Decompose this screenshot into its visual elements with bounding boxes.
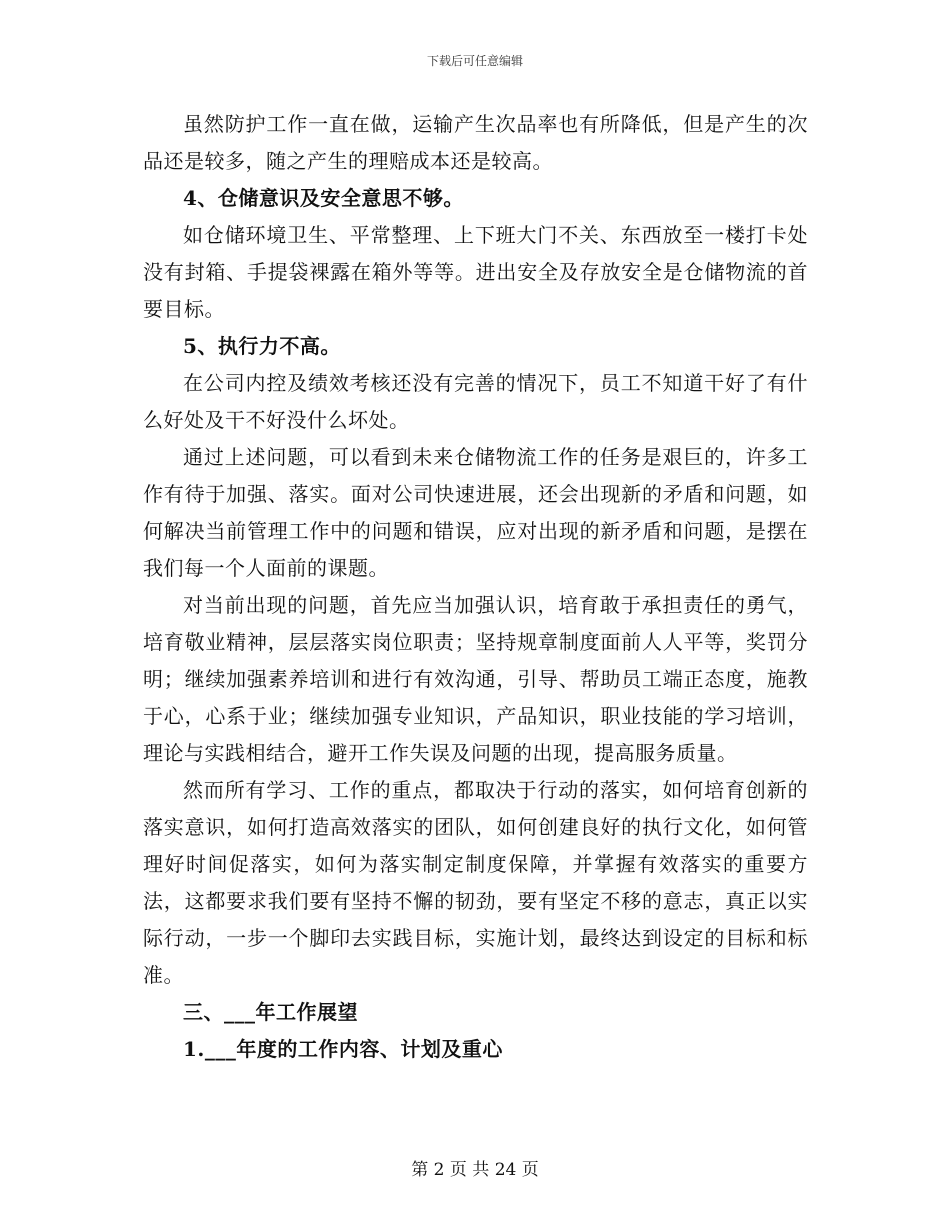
paragraph-implementation: 然而所有学习、工作的重点，都取决于行动的落实，如何培育创新的落实意识，如何打造高效落实的团队，如何创建良好的执行文化，如何管理好时间促落实，如何为落实制定制度保障，并掌握有效落实的重要方法，这都要求我们要有坚持不懈的韧劲，要有坚定不移的意志，真正以实际行动，一步一个脚印去实践目标，实施计划，最终达到设定的目标和标准。 (143, 778, 808, 987)
paragraph-challenges: 通过上述问题，可以看到未来仓储物流工作的任务是艰巨的，许多工作有待于加强、落实。面对公司快速进展，还会出现新的矛盾和问题，如何解决当前管理工作中的问题和错误，应对出现的新矛盾和问题，是摆在我们每一个人面前的课题。 (143, 445, 808, 580)
page-number: 第 2 页 共 24 页 (411, 1160, 539, 1180)
paragraph-damage-rate: 虽然防护工作一直在做，运输产生次品率也有所降低，但是产生的次品还是较多，随之产生的理赔成本还是较高。 (143, 112, 808, 173)
heading-annual-plan: 1.___年度的工作内容、计划及重心 (183, 1037, 503, 1061)
paragraph-execution: 在公司内控及绩效考核还没有完善的情况下，员工不知道干好了有什么好处及干不好没什么坏处。 (143, 371, 808, 432)
paragraph-storage-safety: 如仓储环境卫生、平常整理、上下班大门不关、东西放至一楼打卡处没有封箱、手提袋裸露在箱外等等。进出安全及存放安全是仓储物流的首要目标。 (143, 223, 808, 321)
heading-execution: 5、执行力不高。 (183, 334, 341, 358)
document-body (143, 106, 808, 1068)
page-header: 下载后可任意编辑 (426, 54, 523, 68)
paragraph-solutions: 对当前出现的问题，首先应当加强认识，培育敢于承担责任的勇气，培育敬业精神，层层落实岗位职责；坚持规章制度面前人人平等，奖罚分明；继续加强素养培训和进行有效沟通，引导、帮助员工端正态度，施教于心，心系于业；继续加强专业知识，产品知识，职业技能的学习培训，理论与实践相结合，避开工作失误及问题的出现，提高服务质量。 (143, 593, 808, 765)
heading-storage-safety: 4、仓储意识及安全意思不够。 (183, 186, 464, 210)
heading-section-outlook: 三、___年工作展望 (183, 1000, 358, 1024)
